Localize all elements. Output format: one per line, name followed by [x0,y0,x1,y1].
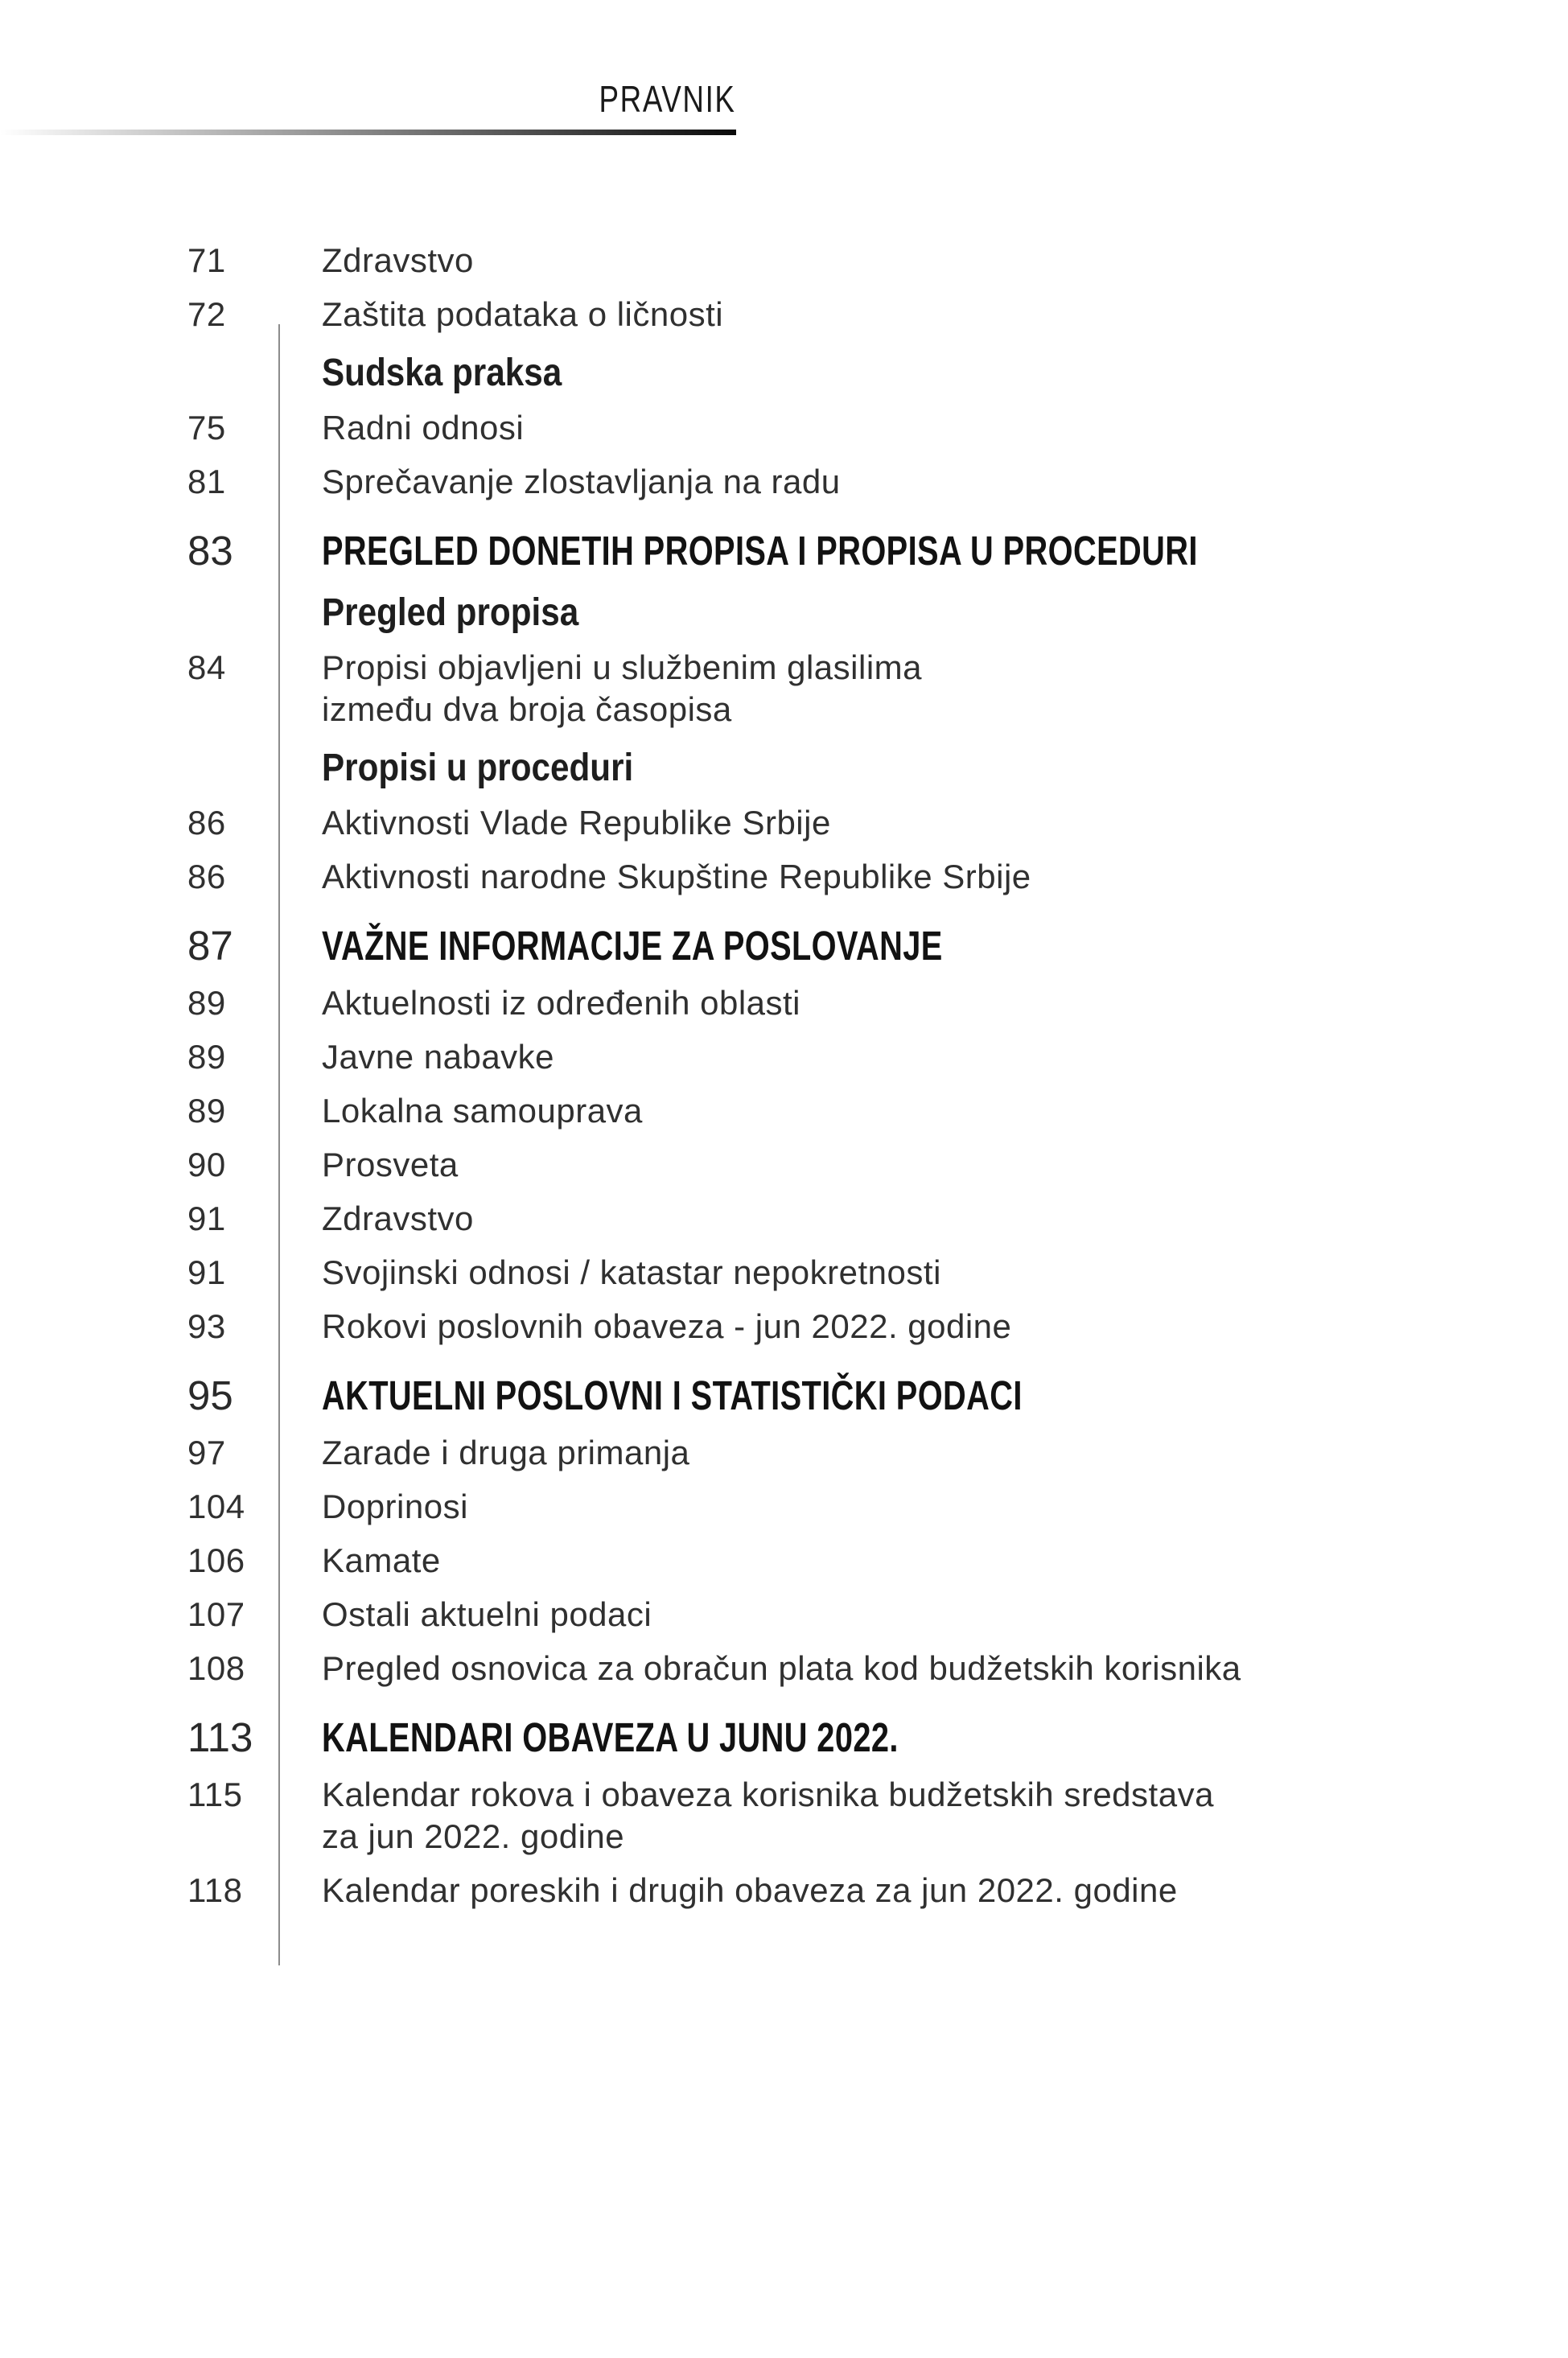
toc-section-label: KALENDARI OBAVEZA U JUNU 2022. [322,1714,899,1760]
toc-item [187,1540,1568,1582]
toc-entry-label: Sprečavanje zlostavljanja na radu [322,463,841,500]
toc-page-number: 72 [187,295,226,333]
toc-entry-label: Zarade i druga primanja [322,1434,690,1471]
toc-divider-line [278,324,280,1965]
page-header [0,77,736,135]
toc-entry-label-line2: za jun 2022. godine [322,1817,625,1855]
toc-item [187,407,1568,449]
toc-page-number: 118 [187,1871,243,1909]
toc-item [187,240,1568,282]
toc-page-number: 89 [187,1092,226,1130]
toc-item [187,1198,1568,1240]
toc-page-number: 84 [187,648,226,686]
toc-page-number: 91 [187,1253,226,1291]
toc-entry-label: Aktivnosti Vlade Republike Srbije [322,804,831,842]
toc-item [187,1486,1568,1528]
toc-section-header [187,1710,1568,1766]
toc-entry-label: Rokovi poslovnih obaveza - jun 2022. godine [322,1307,1012,1345]
toc-page-number: 75 [187,409,226,446]
toc-item [187,647,1568,730]
toc-item [187,982,1568,1024]
toc-subheader-label: Sudska praksa [322,352,562,394]
toc-entry-label: Zdravstvo [322,1200,474,1237]
toc-entry-label: Javne nabavke [322,1038,555,1076]
journal-title [0,77,736,121]
toc-item [187,802,1568,844]
toc-item [187,294,1568,335]
toc-item [187,856,1568,898]
toc-page-number: 71 [187,241,226,279]
toc-entry-label: Lokalna samouprava [322,1092,643,1130]
toc-page-number: 107 [187,1595,245,1633]
toc-item [187,1036,1568,1078]
toc-page-number: 97 [187,1434,226,1471]
toc-item [187,1432,1568,1474]
toc-page-number: 93 [187,1307,226,1345]
toc-page-number: 108 [187,1649,245,1687]
toc-entry-label: Zdravstvo [322,241,474,279]
toc-section-header [187,918,1568,974]
toc-item [187,1252,1568,1294]
toc-page-number: 89 [187,1038,226,1076]
toc-section-label: PREGLED DONETIH PROPISA I PROPISA U PROCEDURI [322,528,1198,574]
toc-item [187,1648,1568,1689]
toc-item [187,1306,1568,1348]
toc-entry-label: Radni odnosi [322,409,525,446]
toc-page-number: 91 [187,1200,226,1237]
toc-page-number: 81 [187,463,226,500]
toc-entry-label: Zaštita podataka o ličnosti [322,295,724,333]
journal-title-text: PRAVNIK [599,78,736,120]
toc-entry-label-line2: između dva broja časopisa [322,690,732,728]
toc-entry-label: Prosveta [322,1146,459,1183]
toc-subheader [187,589,1568,637]
toc-subheader [187,349,1568,397]
toc-item [187,1090,1568,1132]
toc-page-number: 115 [187,1776,243,1813]
toc-item [187,1144,1568,1186]
toc-section-label: VAŽNE INFORMACIJE ZA POSLOVANJE [322,923,943,969]
toc-section-header [187,523,1568,579]
toc-page-number: 86 [187,804,226,842]
toc-subheader-label: Pregled propisa [322,591,579,634]
header-gradient-rule [0,130,736,135]
toc-subheader [187,744,1568,792]
toc-entry-label: Aktuelnosti iz određenih oblasti [322,984,801,1022]
toc-entry-label: Ostali aktuelni podaci [322,1595,652,1633]
toc-page-number: 95 [187,1372,233,1418]
toc-page-number: 89 [187,984,226,1022]
toc-page-number: 86 [187,858,226,895]
toc-item [187,1774,1568,1858]
toc-page-number: 90 [187,1146,226,1183]
toc-item [187,1594,1568,1636]
toc-entry-label: Kalendar poreskih i drugih obaveza za jun 2022. godine [322,1871,1178,1909]
toc-page-number: 106 [187,1541,245,1579]
toc-page-number: 83 [187,528,233,574]
toc-entry-label: Propisi objavljeni u službenim glasilima [322,648,922,686]
toc-entry-label: Kalendar rokova i obaveza korisnika budžetskih sredstava [322,1776,1214,1813]
toc-page-number: 104 [187,1488,245,1525]
toc-section-label: AKTUELNI POSLOVNI I STATISTIČKI PODACI [322,1372,1023,1418]
table-of-contents [0,240,1568,1924]
toc-page-number: 87 [187,923,233,969]
toc-page-number: 113 [187,1714,253,1760]
toc-entry-label: Doprinosi [322,1488,468,1525]
toc-subheader-label: Propisi u proceduri [322,747,634,789]
toc-entry-label: Kamate [322,1541,441,1579]
toc-item [187,461,1568,503]
toc-entry-label: Aktivnosti narodne Skupštine Republike Srbije [322,858,1031,895]
toc-entry-label: Svojinski odnosi / katastar nepokretnosti [322,1253,941,1291]
toc-entry-label: Pregled osnovica za obračun plata kod budžetskih korisnika [322,1649,1241,1687]
toc-section-header [187,1368,1568,1424]
toc-item [187,1870,1568,1912]
